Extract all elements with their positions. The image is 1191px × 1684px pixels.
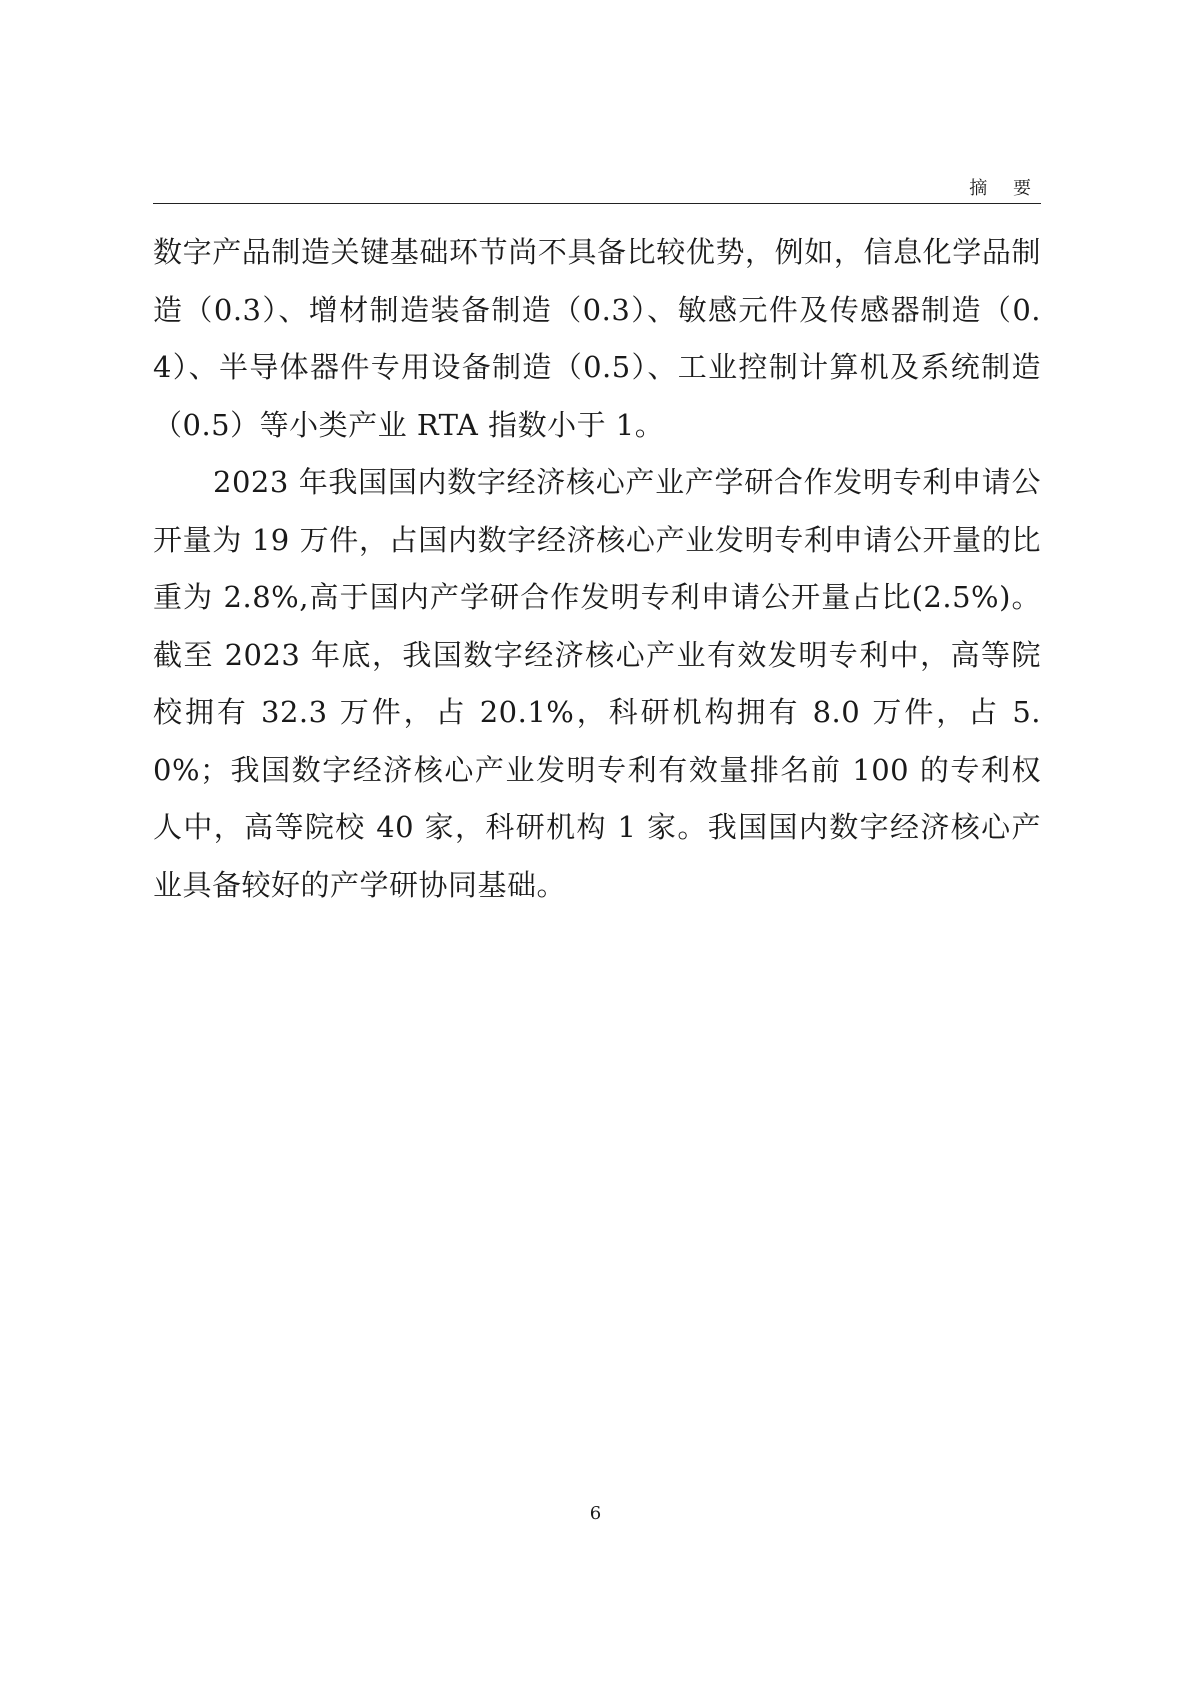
header-divider — [153, 203, 1041, 204]
running-header: 摘 要 — [969, 178, 1041, 199]
body-text — [153, 224, 1041, 914]
paragraph-patent-statistics: 2023 年我国国内数字经济核心产业产学研合作发明专利申请公开量为 19 万件，占国内数字经济核心产业发明专利申请公开量的比重为 2.8%,高于国内产学研合作发明专利申请公开量占比(2.5%)。截至 2023 年底，我国数字经济核心产业有效发明专利中，高等院校拥有 32.3 万件，占 20.1%，科研机构拥有 8.0 万件，占 5.0%；我国数字经济核心产业发明专利有效量排名前 100 的专利权人中，高等院校 40 家，科研机构 1 家。我国国内数字经济核心产业具备较好的产学研协同基础。 — [153, 465, 1041, 902]
page-number: 6 — [589, 1503, 602, 1524]
paragraph-continuation: 数字产品制造关键基础环节尚不具备比较优势，例如，信息化学品制造（0.3）、增材制造装备制造（0.3）、敏感元件及传感器制造（0.4）、半导体器件专用设备制造（0.5）、工业控制计算机及系统制造（0.5）等小类产业 RTA 指数小于 1。 — [153, 235, 1041, 442]
